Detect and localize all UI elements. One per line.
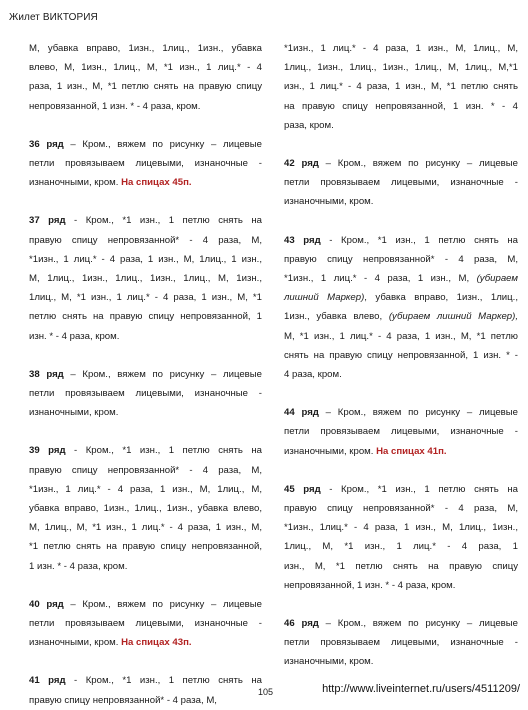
text-line: [284, 557, 518, 576]
text-line: [29, 269, 262, 288]
text-segment: – Кром., вяжем по рисунку – лицевые: [63, 598, 262, 610]
instruction-paragraph: [284, 231, 518, 385]
text-segment: *1изн., 1 лиц.* - 4 раза, 1 изн., М,: [284, 273, 477, 285]
instruction-paragraph: [284, 39, 518, 135]
text-line: 4 раза, кром.: [284, 369, 342, 381]
text-segment: петли провязываем лицевыми, изнаночные -: [29, 618, 262, 630]
text-segment: *1изн., 1 лиц.* - 4 раза, 1 изн., М, 1лиц., М,: [29, 483, 262, 495]
instruction-paragraph: [29, 365, 262, 423]
text-segment: петли провязываем лицевыми, изнаночные -: [29, 388, 262, 400]
text-segment: М, убавка вправо, 1изн., 1лиц., 1изн., убавка: [29, 43, 262, 54]
text-line: [284, 422, 518, 441]
text-segment: – Кром., вяжем по рисунку – лицевые: [318, 618, 518, 630]
text-segment: 1лиц., 1изн., 1лиц., 1изн., 1лиц., М, 1лиц., М,*1: [284, 62, 518, 74]
text-segment: – Кром., вяжем по рисунку – лицевые: [318, 407, 518, 419]
text-line: [29, 691, 262, 710]
instruction-paragraph: [284, 614, 518, 672]
text-segment: изн., М, *1 петлю снять на правую спицу: [284, 560, 518, 572]
text-line: [284, 269, 518, 288]
text-segment: изн. * - 4 раза, кром.: [29, 330, 120, 342]
text-segment: правую спицу непровязанной* - 4 раза, М,: [284, 253, 518, 265]
text-line: [284, 116, 518, 135]
instruction-paragraph: [29, 135, 262, 193]
text-segment: , убавка вправо, 1изн., 1лиц.,: [364, 292, 518, 304]
text-line: [29, 403, 262, 422]
text-segment: на правую спицу непровязанной, 1 изн. * - 4: [284, 100, 518, 112]
text-segment: *1 петлю снять на правую спицу непровязанной,: [29, 541, 262, 553]
text-segment: *1изн., 1 лиц.* - 4 раза, 1 изн., М, 1лиц., 1 изн.,: [29, 253, 262, 265]
text-line: [284, 288, 518, 307]
text-line: [284, 231, 518, 250]
text-line: [29, 154, 262, 173]
text-segment: раза, 1 изн., М, *1 петлю снять на правую спицу: [29, 81, 262, 93]
text-line: [29, 77, 262, 96]
text-segment: петлю снять на правую спицу непровязанной, 1: [29, 311, 262, 323]
row-number: 44 ряд: [284, 407, 319, 419]
text-segment: изнаночными, кром.: [284, 445, 377, 457]
text-line: [29, 211, 262, 230]
left-column: [29, 39, 262, 710]
text-line: [29, 288, 262, 307]
text-line: [284, 403, 518, 422]
stitch-count-note: На спицах 41п.: [376, 445, 447, 457]
row-number: 45 ряд: [284, 483, 321, 495]
row-number: 46 ряд: [284, 618, 319, 630]
marker-note: (убираем лишний Маркер),: [388, 311, 519, 323]
text-line: [284, 518, 518, 537]
text-segment: 1лиц., М, *1 изн., 1 лиц.* - 4 раза, 1 изн., М, *1: [29, 292, 262, 304]
row-number: 41 ряд: [29, 675, 66, 687]
instruction-paragraph: [284, 403, 518, 461]
text-segment: влево, М, 1изн., 1лиц., М, *1 изн., 1 лиц.* - 4: [29, 62, 262, 74]
instruction-paragraph: [284, 480, 518, 595]
text-line: [284, 614, 518, 633]
text-line: [284, 576, 518, 595]
source-url-watermark: http://www.liveinternet.ru/users/4511209/: [322, 683, 520, 695]
text-segment: изнаночными, кром.: [284, 656, 374, 668]
text-line: [284, 192, 518, 211]
row-number: 37 ряд: [29, 215, 66, 227]
marker-note: (убираем: [476, 273, 518, 285]
text-segment: - Кром., *1 изн., 1 петлю снять на: [65, 445, 262, 457]
text-segment: петли провязываем лицевыми, изнаночные -: [284, 637, 518, 649]
text-line: [29, 518, 262, 537]
text-line: [29, 173, 262, 192]
text-line: [29, 461, 262, 480]
row-number: 40 ряд: [29, 598, 64, 610]
text-segment: непровязанной, 1 изн. * - 4 раза, кром.: [284, 579, 456, 591]
text-line: [29, 58, 262, 77]
row-number: 39 ряд: [29, 445, 66, 457]
text-segment: непровязанной, 1 изн. * - 4 раза, кром.: [29, 100, 201, 112]
text-line: [29, 441, 262, 460]
text-line: [29, 557, 262, 576]
text-segment: правую спицу непровязанной* - 4 раза, М,: [284, 503, 518, 515]
text-segment: петли провязываем лицевыми, изнаночные -: [29, 158, 262, 170]
text-segment: – Кром., вяжем по рисунку – лицевые: [63, 138, 262, 150]
text-line: [29, 499, 262, 518]
text-line: [284, 173, 518, 192]
text-line: [29, 384, 262, 403]
text-segment: М, 1лиц., М, *1 изн., 1 лиц.* - 4 раза, 1 изн., М,: [29, 522, 262, 534]
page-number: 105: [258, 687, 274, 697]
instruction-paragraph: [29, 441, 262, 575]
text-segment: – Кром., вяжем по рисунку – лицевые: [318, 158, 518, 170]
text-segment: петли провязываем лицевыми, изнаночные -: [284, 426, 518, 438]
text-line: [29, 614, 262, 633]
text-line: [29, 633, 262, 652]
row-number: 43 ряд: [284, 234, 321, 246]
text-line: [284, 652, 518, 671]
text-line: [284, 633, 518, 652]
text-line: [284, 39, 518, 58]
text-line: [29, 250, 262, 269]
text-segment: изнаночными, кром.: [29, 407, 119, 419]
text-segment: 1изн., убавка влево,: [284, 311, 389, 323]
text-segment: *1изн., 1 лиц.* - 4 раза, 1 изн., М, 1лиц., М,: [284, 43, 518, 54]
right-column: [284, 39, 518, 672]
text-segment: М, 1лиц., 1изн., 1лиц., 1изн., 1лиц., М, 1изн.,: [29, 273, 262, 285]
text-line: [284, 307, 518, 326]
text-segment: правую спицу непровязанной* - 4 раза, М,: [29, 464, 262, 476]
text-segment: правую спицу непровязанной* - 4 раза, М,: [29, 234, 262, 246]
text-line: [284, 97, 518, 116]
text-segment: - Кром., *1 изн., 1 петлю снять на: [320, 483, 518, 495]
instruction-paragraph: [29, 39, 262, 116]
text-line: [284, 250, 518, 269]
text-segment: - Кром., *1 изн., 1 петлю снять на: [65, 215, 262, 227]
text-line: М, *1 изн., 1 лиц.* - 4 раза, 1 изн., М, *1 петлю: [284, 330, 518, 342]
text-segment: изн., 1 лиц.* - 4 раза, 1 изн., М, *1 петлю снять: [284, 81, 518, 93]
instruction-paragraph: [29, 595, 262, 653]
text-segment: - Кром., *1 изн., 1 петлю снять на: [65, 675, 262, 687]
text-line: [29, 595, 262, 614]
text-line: [284, 58, 518, 77]
text-line: [29, 231, 262, 250]
stitch-count-note: На спицах 45п.: [121, 177, 192, 189]
text-segment: изнаночными, кром.: [29, 177, 122, 189]
text-line: [29, 135, 262, 154]
text-segment: 1лиц., М, *1 изн., 1 лиц.* - 4 раза, 1: [284, 541, 518, 553]
marker-note: лишний Маркер): [284, 292, 365, 304]
row-number: 38 ряд: [29, 368, 64, 380]
instruction-paragraph: [284, 154, 518, 212]
text-line: [29, 537, 262, 556]
text-segment: 1 изн. * - 4 раза, кром.: [29, 560, 128, 572]
page-header: [9, 12, 98, 23]
text-line: [29, 39, 262, 58]
text-line: [284, 537, 518, 556]
text-line: [284, 480, 518, 499]
text-segment: петли провязываем лицевыми, изнаночные -: [284, 177, 518, 189]
text-segment: *1изн., 1лиц.* - 4 раза, 1 изн., М, 1лиц., 1изн.,: [284, 522, 518, 534]
text-line: [29, 480, 262, 499]
text-line: [29, 327, 262, 346]
text-segment: убавка вправо, 1изн., 1лиц., 1изн., убавка влево,: [29, 503, 262, 515]
text-line: [29, 671, 262, 690]
text-segment: правую спицу непровязанной* - 4 раза, М,: [29, 694, 217, 706]
text-segment: – Кром., вяжем по рисунку – лицевые: [63, 368, 262, 380]
text-segment: раза, кром.: [284, 119, 334, 131]
text-line: [29, 365, 262, 384]
text-segment: - Кром., *1 изн., 1 петлю снять на: [320, 234, 518, 246]
text-segment: изнаночными, кром.: [29, 637, 122, 649]
text-line: снять на правую спицу непровязанной, 1 изн. * -: [284, 349, 518, 361]
row-number: 36 ряд: [29, 138, 64, 150]
instruction-paragraph: [29, 671, 262, 709]
text-line: [284, 154, 518, 173]
text-line: [29, 97, 262, 116]
text-segment: изнаночными, кром.: [284, 196, 374, 208]
instruction-paragraph: [29, 211, 262, 345]
row-number: 42 ряд: [284, 158, 319, 170]
text-line: [284, 499, 518, 518]
text-line: [29, 307, 262, 326]
document-title: Жилет ВИКТОРИЯ: [9, 12, 98, 23]
text-line: [284, 442, 518, 461]
text-line: [284, 77, 518, 96]
stitch-count-note: На спицах 43п.: [121, 637, 192, 649]
